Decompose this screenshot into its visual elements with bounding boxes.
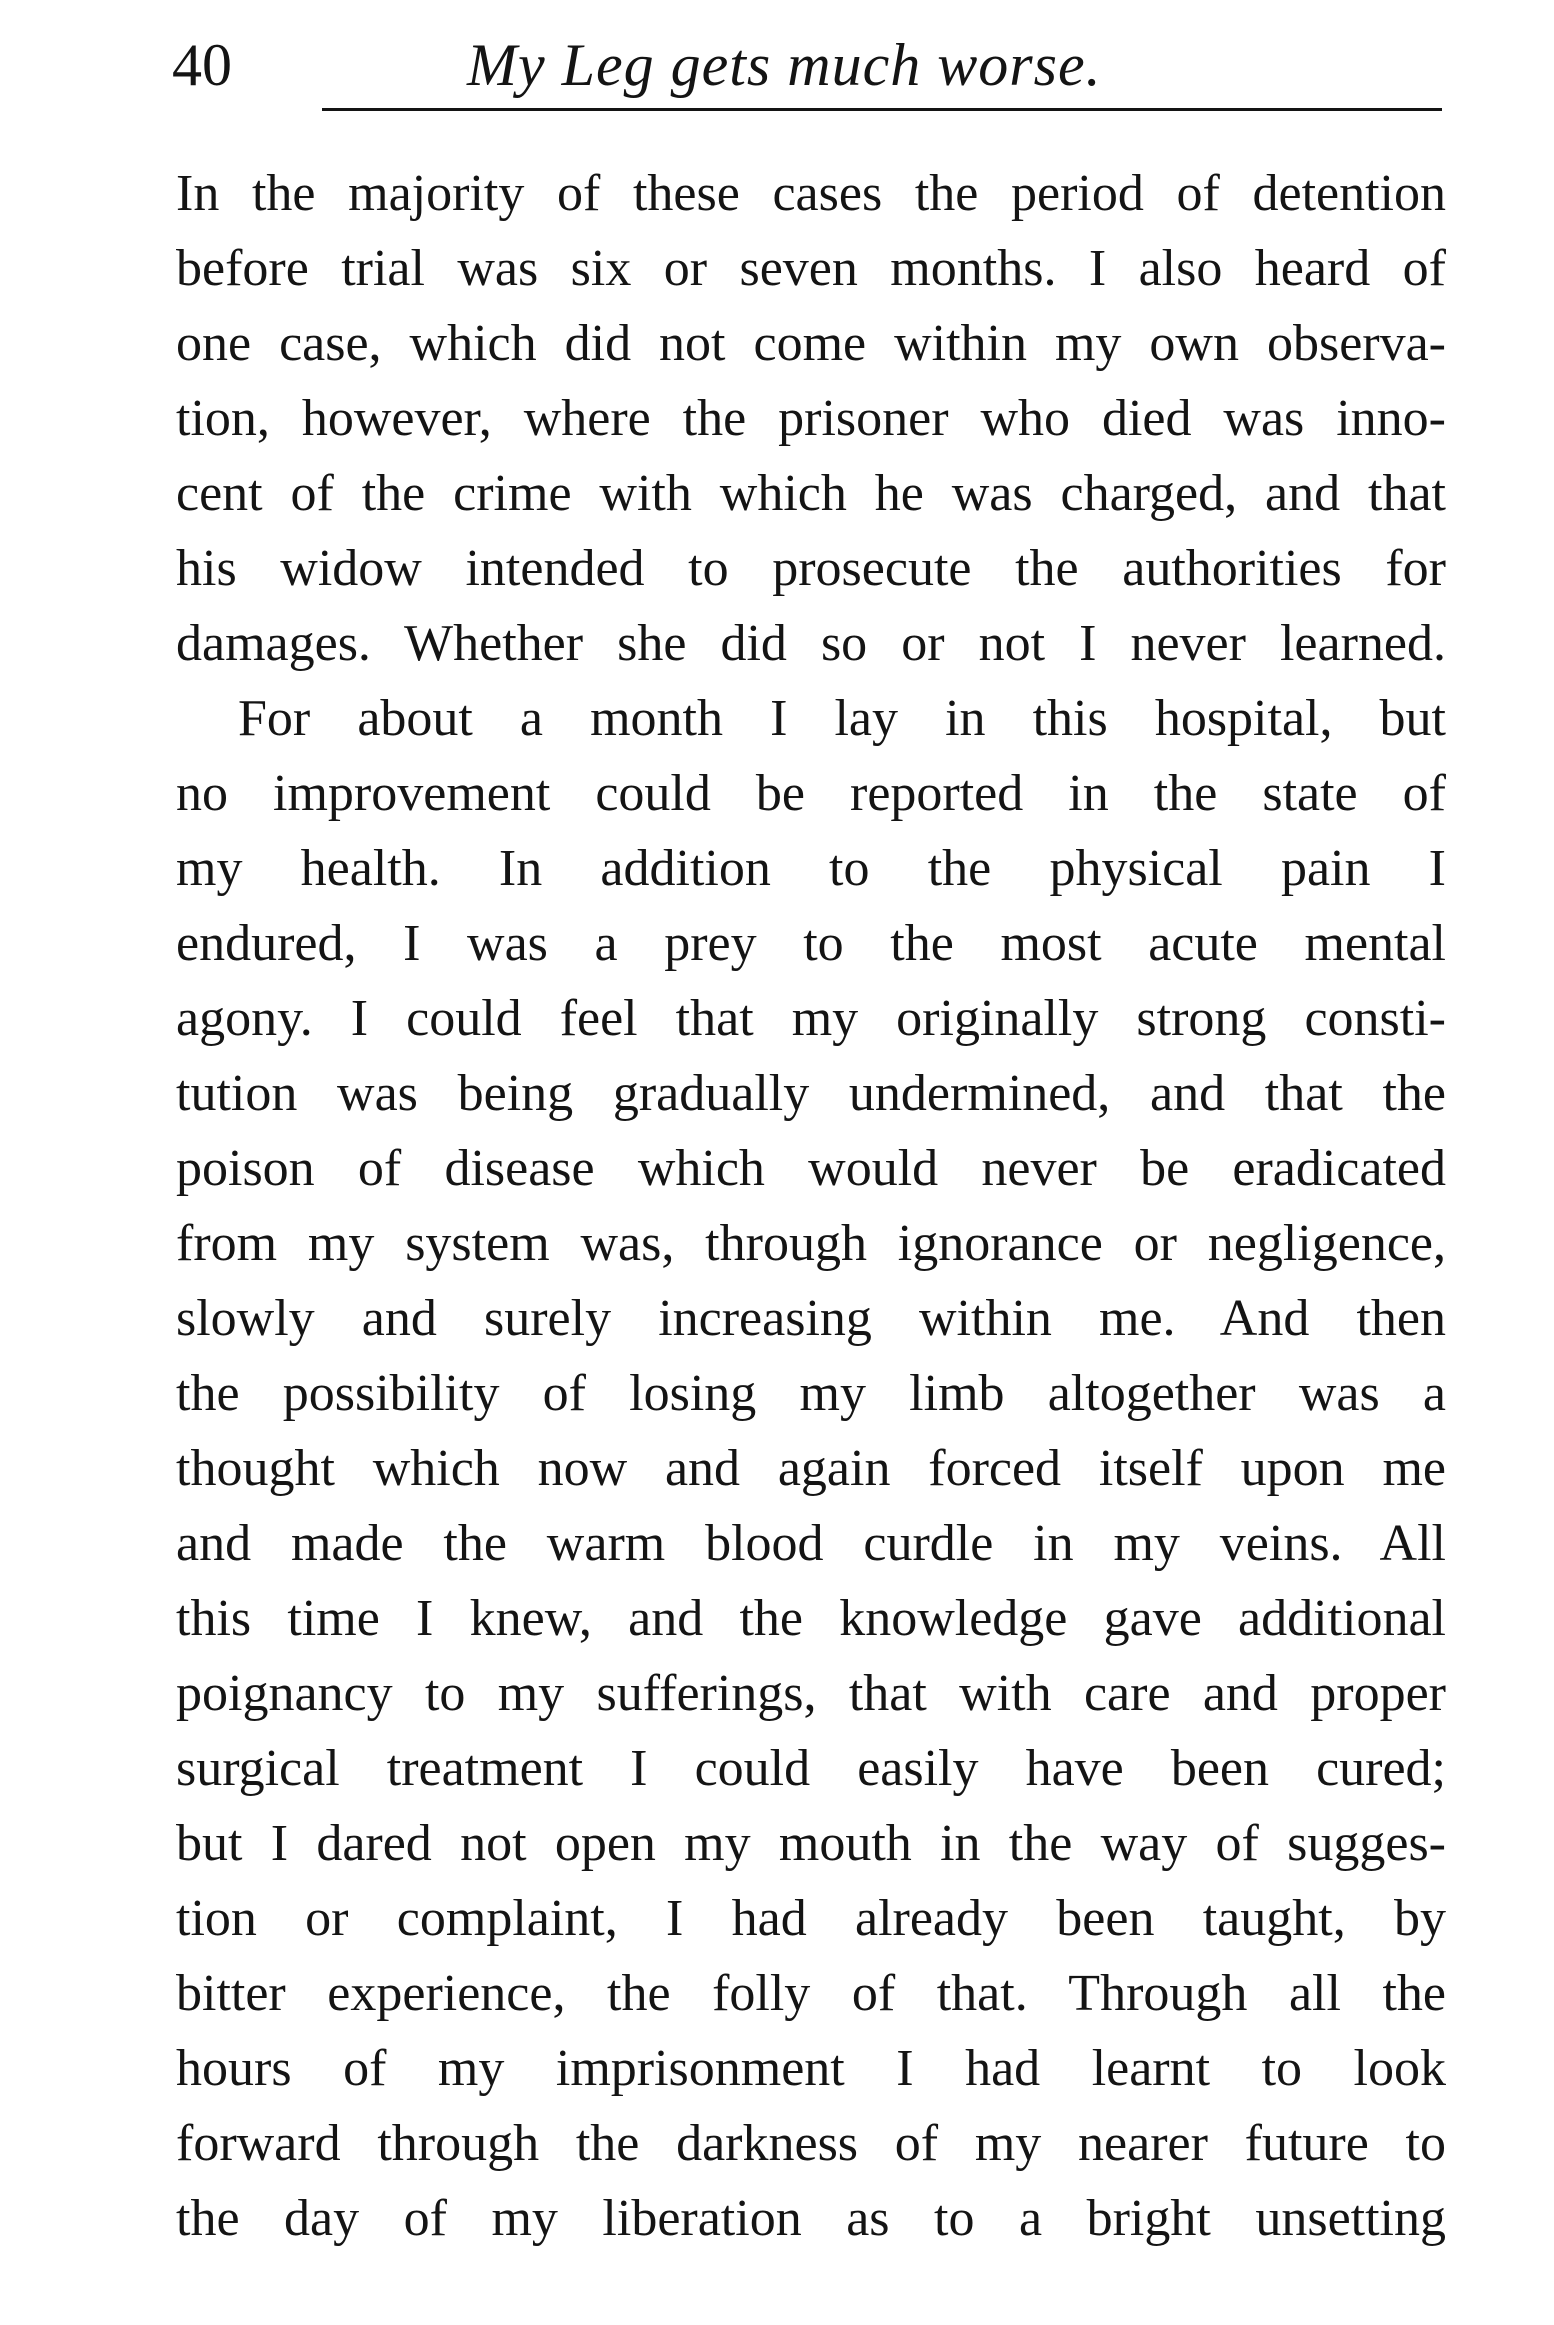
- text-line: hours of my imprisonment I had learnt to look: [176, 2040, 1446, 2097]
- text-line: and made the warm blood curdle in my veins. All: [176, 1515, 1446, 1572]
- paragraph-1: [176, 156, 1446, 681]
- text-line: surgical treatment I could easily have been cured;: [176, 1740, 1446, 1797]
- text-line: this time I knew, and the knowledge gave additional: [176, 1590, 1446, 1647]
- text-line: tion or complaint, I had already been taught, by: [176, 1890, 1446, 1947]
- text-line: thought which now and again forced itself upon me: [176, 1440, 1446, 1497]
- text-line: the possibility of losing my limb altogether was a: [176, 1365, 1446, 1422]
- text-line: forward through the darkness of my nearer future to: [176, 2115, 1446, 2172]
- body-text: [176, 156, 1446, 2256]
- text-line: the day of my liberation as to a bright unsetting: [176, 2190, 1446, 2247]
- text-line: In the majority of these cases the period of detention: [176, 165, 1446, 222]
- text-line: poignancy to my sufferings, that with care and proper: [176, 1665, 1446, 1722]
- text-line: bitter experience, the folly of that. Through all the: [176, 1965, 1446, 2022]
- text-line: no improvement could be reported in the state of: [176, 765, 1446, 822]
- text-line: but I dared not open my mouth in the way of sugges-: [176, 1815, 1446, 1872]
- text-line: poison of disease which would never be eradicated: [176, 1140, 1446, 1197]
- text-line: his widow intended to prosecute the authorities for: [176, 540, 1446, 597]
- text-line: endured, I was a prey to the most acute mental: [176, 915, 1446, 972]
- paragraph-2: [176, 681, 1446, 2256]
- text-line: my health. In addition to the physical pain I: [176, 840, 1446, 897]
- text-line: tion, however, where the prisoner who died was inno-: [176, 390, 1446, 447]
- header-rule: [322, 108, 1442, 111]
- text-line: before trial was six or seven months. I also heard of: [176, 240, 1446, 297]
- text-line: damages. Whether she did so or not I never learned.: [176, 615, 1446, 672]
- running-title: My Leg gets much worse.: [467, 32, 1102, 98]
- text-line: from my system was, through ignorance or negligence,: [176, 1215, 1446, 1272]
- text-line: tution was being gradually undermined, and that the: [176, 1065, 1446, 1122]
- text-line: slowly and surely increasing within me. And then: [176, 1290, 1446, 1347]
- text-line: agony. I could feel that my originally strong consti-: [176, 990, 1446, 1047]
- running-head: [172, 30, 1442, 100]
- text-line: one case, which did not come within my own observa-: [176, 315, 1446, 372]
- text-line: For about a month I lay in this hospital, but: [238, 690, 1446, 747]
- text-line: cent of the crime with which he was charged, and that: [176, 465, 1446, 522]
- page-number: 40: [172, 32, 232, 98]
